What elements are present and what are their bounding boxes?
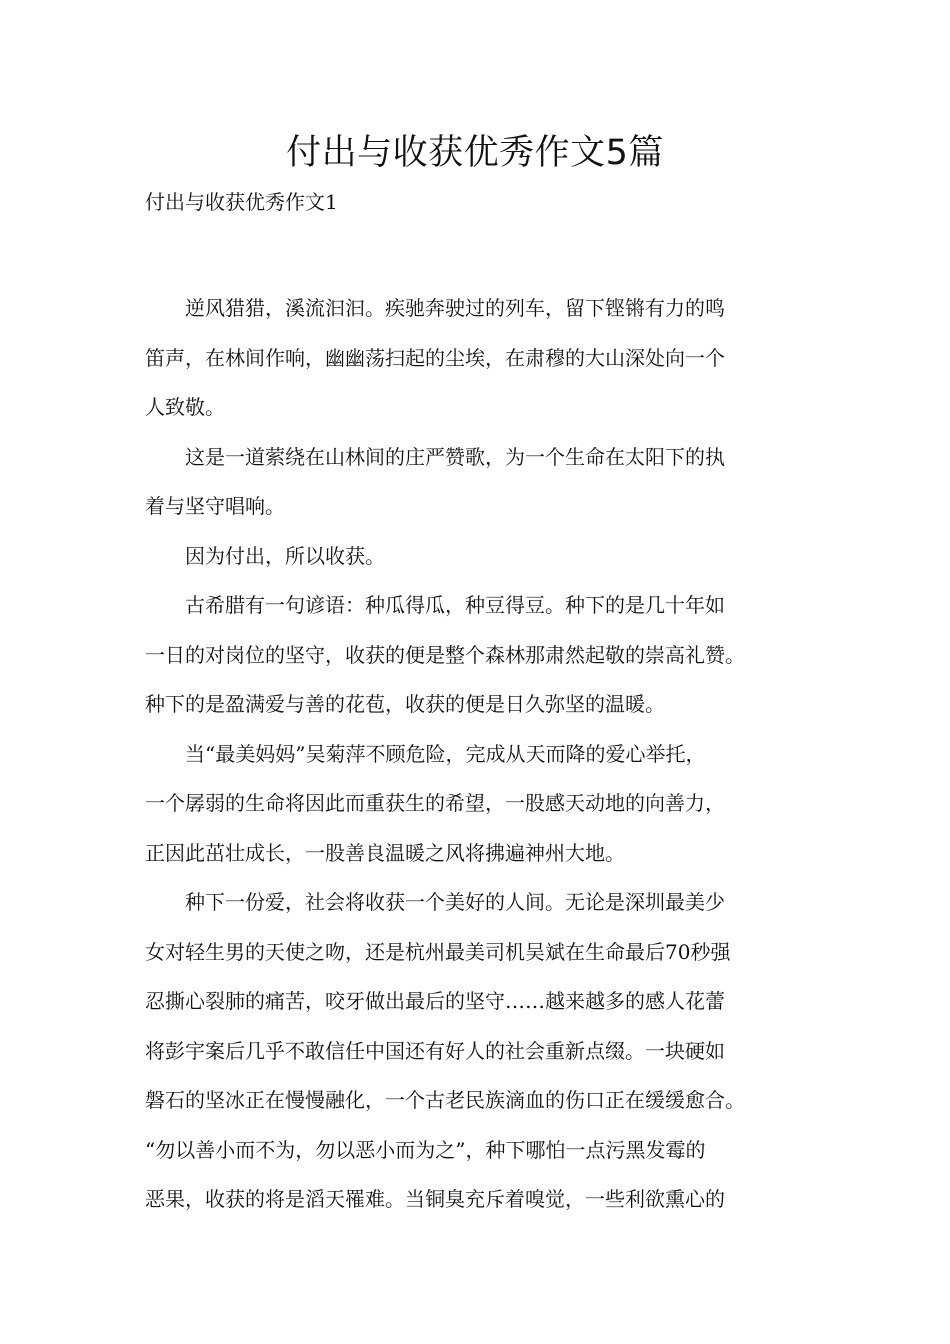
article-body <box>145 284 815 1225</box>
paragraph: 古希腊有一句谚语：种瓜得瓜，种豆得豆。种下的是几十年如 一日的对岗位的坚守，收获的便是整个森林那肃然起敬的崇高礼赞。 种下的是盈满爱与善的花苞，收获的便是日久弥坚的温暖。 <box>145 593 745 716</box>
paragraph: 因为付出，所以收获。 <box>185 543 385 568</box>
paragraph: 当“最美妈妈”吴菊萍不顾危险，完成从天而降的爱心举托， 一个孱弱的生命将因此而重获生的希望，一股感天动地的向善力， 正因此茁壮成长，一股善良温暖之风将拂遍神州大地。 <box>145 741 725 865</box>
paragraph: 这是一道萦绕在山林间的庄严赞歌，为一个生命在太阳下的执 着与坚守唱响。 <box>145 444 725 518</box>
paragraph: 逆风猎猎，溪流汩汩。疾驰奔驶过的列车，留下铿锵有力的鸣 笛声，在林间作响，幽幽荡扫起的尘埃，在肃穆的大山深处向一个 人致敬。 <box>145 296 725 419</box>
section-heading: 付出与收获优秀作文1 <box>145 190 338 214</box>
document-title: 付出与收获优秀作文5篇 <box>286 133 664 173</box>
paragraph: 种下一份爱，社会将收获一个美好的人间。无论是深圳最美少 女对轻生男的天使之吻，还是杭州最美司机吴斌在生命最后70秒强 忍撕心裂肺的痛苦，咬牙做出最后的坚守……越来越多的感人花蕾 将彭宇案后几乎不敢信任中国还有好人的社会重新点缀。一块硬如 磐石的坚冰正在慢慢融化，一个古老民族滴血的伤口正在缓缓愈合。 “勿以善小而不为，勿以恶小而为之”，种下哪怕一点污黑发霉的 恶果，收获的将是滔天罹难。当铜臭充斥着嗅觉，一些利欲熏心的 <box>145 890 745 1211</box>
